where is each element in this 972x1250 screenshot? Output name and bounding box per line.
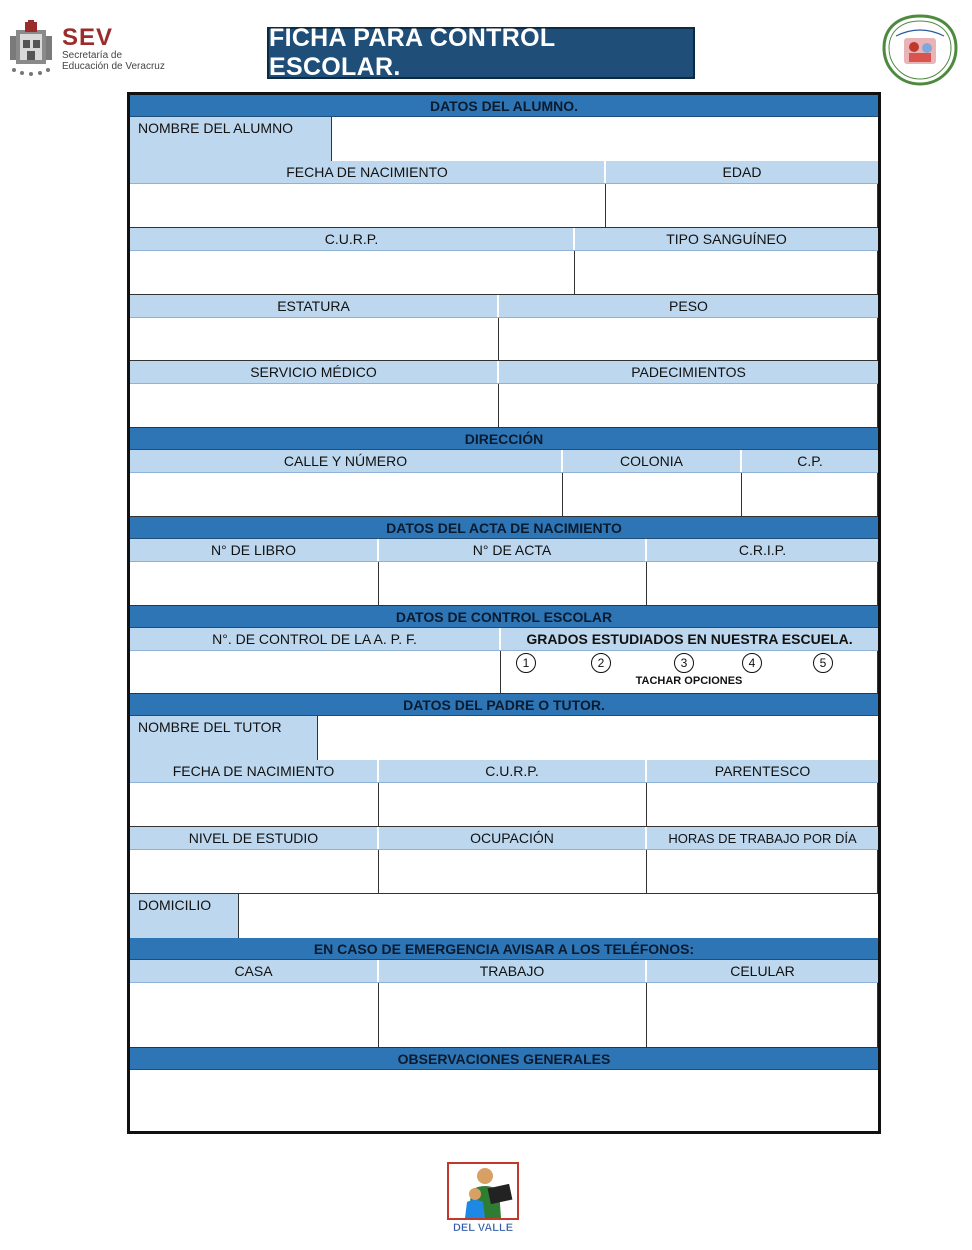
del-valle-logo	[447, 1162, 519, 1234]
field-observaciones[interactable]	[130, 1070, 878, 1131]
section-datos-alumno: DATOS DEL ALUMNO.	[130, 95, 878, 117]
label-ocupacion: OCUPACIÓN	[379, 827, 647, 849]
label-nombre-tutor: NOMBRE DEL TUTOR	[130, 716, 318, 760]
label-telefono-trabajo: TRABAJO	[379, 960, 647, 982]
field-fecha-nacimiento[interactable]	[130, 184, 606, 227]
grade-option-4[interactable]: 4	[742, 653, 762, 673]
label-peso: PESO	[669, 298, 708, 314]
label-padecimientos: PADECIMIENTOS	[631, 364, 746, 380]
label-fecha-nacimiento-tutor: FECHA DE NACIMIENTO	[130, 760, 379, 782]
label-nivel-estudio: NIVEL DE ESTUDIO	[130, 827, 379, 849]
field-nombre-alumno[interactable]	[332, 117, 878, 162]
grade-option-5[interactable]: 5	[813, 653, 833, 673]
field-servicio-medico[interactable]	[130, 384, 499, 427]
field-nombre-tutor[interactable]	[318, 716, 878, 761]
page-title: FICHA PARA CONTROL ESCOLAR.	[267, 27, 695, 79]
sev-logo	[8, 20, 178, 82]
label-colonia: COLONIA	[563, 450, 742, 472]
label-calle-numero: CALLE Y NÚMERO	[130, 450, 563, 472]
grade-options-group	[501, 653, 877, 675]
field-parentesco[interactable]	[647, 783, 878, 826]
grades-options	[501, 651, 878, 693]
label-curp-tutor: C.U.R.P.	[379, 760, 647, 782]
label-domicilio: DOMICILIO	[130, 894, 239, 938]
sev-name: SEV	[62, 24, 114, 51]
label-grados-estudiados: GRADOS ESTUDIADOS EN NUESTRA ESCUELA.	[526, 631, 853, 647]
field-control-apf[interactable]	[130, 651, 501, 693]
label-control-apf: N°. DE CONTROL DE LA A. P. F.	[130, 628, 501, 650]
label-fecha-nacimiento: FECHA DE NACIMIENTO	[130, 161, 606, 183]
label-curp-alumno: C.U.R.P.	[130, 228, 575, 250]
label-numero-acta: N° DE ACTA	[379, 539, 647, 561]
field-nivel-estudio[interactable]	[130, 850, 379, 893]
section-control-escolar: DATOS DE CONTROL ESCOLAR	[130, 606, 878, 628]
label-servicio-medico: SERVICIO MÉDICO	[130, 361, 499, 383]
field-estatura[interactable]	[130, 318, 499, 360]
sev-subtitle-line2: Educación de Veracruz	[62, 61, 165, 72]
field-cp[interactable]	[742, 473, 878, 516]
grade-option-1[interactable]: 1	[516, 653, 536, 673]
field-fecha-nacimiento-tutor[interactable]	[130, 783, 379, 826]
grade-option-3[interactable]: 3	[674, 653, 694, 673]
field-numero-acta[interactable]	[379, 562, 647, 605]
section-padre-tutor: DATOS DEL PADRE O TUTOR.	[130, 694, 878, 716]
field-peso[interactable]	[499, 318, 878, 360]
school-seal-icon	[882, 14, 958, 86]
label-parentesco: PARENTESCO	[714, 763, 811, 779]
field-telefono-trabajo[interactable]	[379, 983, 647, 1047]
del-valle-logo-text: DEL VALLE	[452, 1222, 514, 1234]
section-emergencia: EN CASO DE EMERGENCIA AVISAR A LOS TELÉFONOS:	[130, 938, 878, 960]
field-curp-tutor[interactable]	[379, 783, 647, 826]
label-nombre-alumno: NOMBRE DEL ALUMNO	[130, 117, 332, 161]
section-acta-nacimiento: DATOS DEL ACTA DE NACIMIENTO	[130, 517, 878, 539]
field-padecimientos[interactable]	[499, 384, 878, 427]
field-telefono-celular[interactable]	[647, 983, 878, 1047]
label-crip: C.R.I.P.	[738, 542, 787, 558]
field-edad[interactable]	[606, 184, 878, 227]
label-tipo-sanguineo: TIPO SANGUÍNEO	[666, 231, 787, 247]
field-curp-alumno[interactable]	[130, 251, 575, 294]
veracruz-shield-icon	[8, 20, 54, 78]
field-horas-trabajo[interactable]	[647, 850, 878, 893]
label-estatura: ESTATURA	[130, 295, 499, 317]
label-telefono-celular: CELULAR	[730, 963, 795, 979]
label-numero-libro: N° DE LIBRO	[130, 539, 379, 561]
field-colonia[interactable]	[563, 473, 742, 516]
label-telefono-casa: CASA	[130, 960, 379, 982]
sev-subtitle-line1: Secretaría de	[62, 50, 123, 61]
label-horas-trabajo: HORAS DE TRABAJO POR DÍA	[668, 830, 857, 846]
tachar-opciones-note: TACHAR OPCIONES	[635, 675, 743, 687]
section-direccion: DIRECCIÓN	[130, 428, 878, 450]
school-control-form	[127, 92, 881, 1134]
label-cp: C.P.	[797, 453, 823, 469]
label-edad: EDAD	[722, 164, 762, 180]
field-ocupacion[interactable]	[379, 850, 647, 893]
field-tipo-sanguineo[interactable]	[575, 251, 878, 294]
field-calle-numero[interactable]	[130, 473, 563, 516]
section-observaciones: OBSERVACIONES GENERALES	[130, 1048, 878, 1070]
field-crip[interactable]	[647, 562, 878, 605]
field-telefono-casa[interactable]	[130, 983, 379, 1047]
field-numero-libro[interactable]	[130, 562, 379, 605]
field-domicilio[interactable]	[239, 894, 878, 939]
grade-option-2[interactable]: 2	[591, 653, 611, 673]
